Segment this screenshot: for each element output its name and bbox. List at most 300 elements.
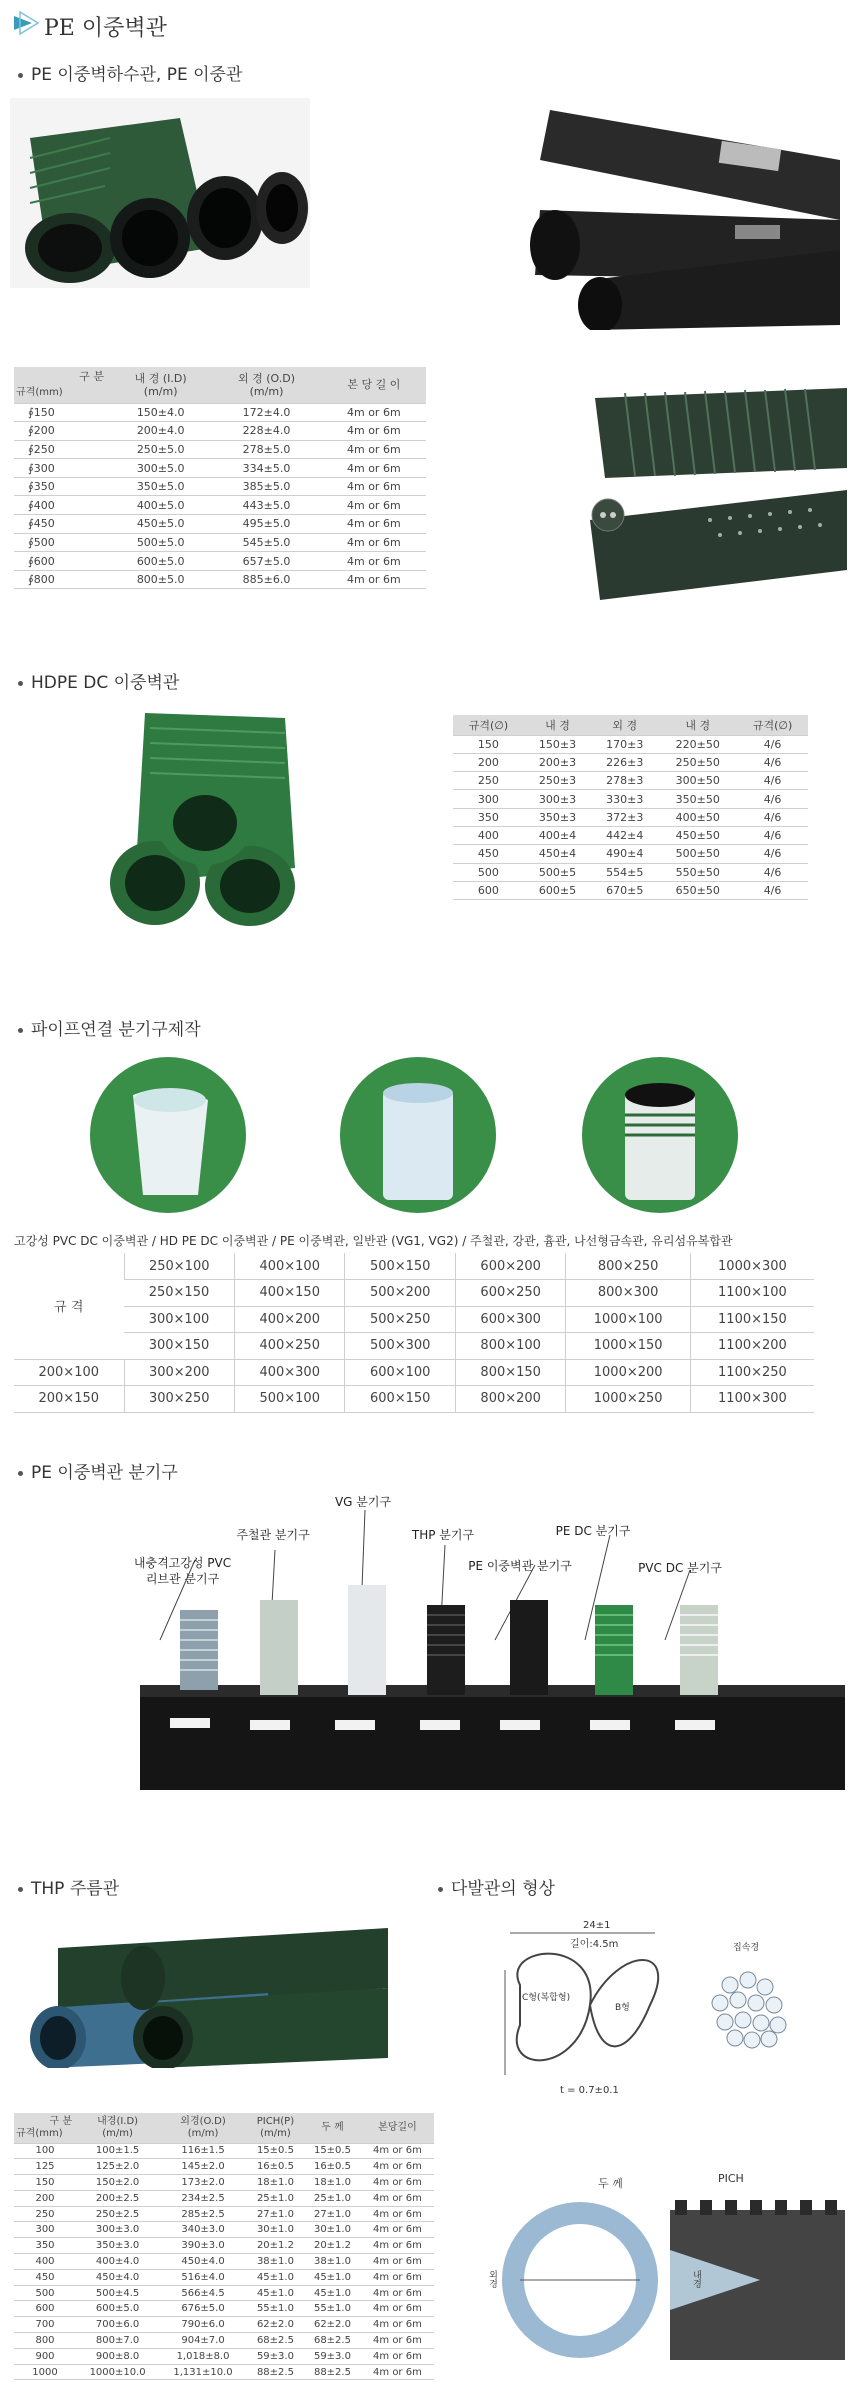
table-cell: 400: [453, 826, 524, 844]
table-cell: 300×250: [124, 1386, 234, 1413]
table-cell: 250±3: [524, 772, 591, 790]
table-cell: 1,131±10.0: [159, 2364, 247, 2380]
table-cell: 30±1.0: [304, 2222, 361, 2238]
table-cell: 38±1.0: [247, 2254, 304, 2270]
table-cell: 670±5: [591, 881, 658, 899]
table-cell: 800: [14, 2333, 76, 2349]
table-cell: 55±1.0: [304, 2301, 361, 2317]
spec-label-cell: 규 격: [14, 1253, 124, 1359]
table-row: [14, 533, 426, 552]
table-cell: 500×300: [345, 1333, 455, 1360]
table-header-cell: 외 경 (O.D) (m/m): [211, 367, 321, 403]
table-cell: 1000×100: [566, 1306, 690, 1333]
table-cell: 372±3: [591, 808, 658, 826]
table-cell: 88±2.5: [304, 2364, 361, 2380]
table-cell: 4m or 6m: [322, 533, 426, 552]
table-cell: 1,018±8.0: [159, 2348, 247, 2364]
table-cell: 226±3: [591, 753, 658, 771]
table-row: [14, 2190, 434, 2206]
table-cell: 4m or 6m: [322, 403, 426, 422]
table-cell: 4m or 6m: [322, 440, 426, 459]
table-cell: 38±1.0: [304, 2254, 361, 2270]
table-header-cell: 내 경: [658, 715, 737, 735]
branch-fitting-photo-3: [580, 1055, 740, 1215]
table-cell: ∮450: [14, 515, 110, 534]
table-cell: 4m or 6m: [322, 459, 426, 478]
table-cell: 450±5.0: [110, 515, 211, 534]
table-cell: 250±2.5: [76, 2206, 159, 2222]
table-cell: 4/6: [737, 863, 808, 881]
table-cell: 400×150: [234, 1280, 344, 1307]
table-cell: 300×100: [124, 1306, 234, 1333]
branch-fitting-photo-1: [88, 1055, 248, 1215]
table-cell: 45±1.0: [304, 2285, 361, 2301]
table-cell: 400×200: [234, 1306, 344, 1333]
table-cell: 600±5.0: [110, 552, 211, 571]
table-row: [14, 422, 426, 441]
table-row: [14, 2364, 434, 2380]
label-cast-branch: 주철관 분기구: [236, 1528, 310, 1542]
table-cell: 200: [14, 2190, 76, 2206]
table-cell: ∮800: [14, 570, 110, 589]
table-cell: 500±5.0: [110, 533, 211, 552]
table-cell: 4m or 6m: [361, 2254, 434, 2270]
branch-spec-table: [14, 1253, 814, 1413]
table-row: [14, 2285, 434, 2301]
bullet-icon: [18, 1471, 23, 1476]
table-cell: 20±1.2: [247, 2238, 304, 2254]
table-cell: 350: [453, 808, 524, 826]
table-cell: 116±1.5: [159, 2143, 247, 2159]
section-heading-pe-branch: PE 이중벽관 분기구: [18, 1458, 178, 1483]
wall-label: 두 께: [598, 2177, 623, 2190]
pe-spec-table: [14, 367, 426, 589]
table-cell: 250±5.0: [110, 440, 211, 459]
bullet-icon: [18, 681, 23, 686]
table-cell: 442±4: [591, 826, 658, 844]
table-cell: 450±4: [524, 845, 591, 863]
table-cell: 300±3: [524, 790, 591, 808]
table-header-cell: PICH(P) (m/m): [247, 2113, 304, 2143]
table-row: [14, 2333, 434, 2349]
table-cell: 516±4.0: [159, 2269, 247, 2285]
table-cell: 400±5.0: [110, 496, 211, 515]
table-row: [14, 1333, 814, 1360]
table-cell: 800×150: [455, 1359, 565, 1386]
table-cell: 1100×100: [690, 1280, 814, 1307]
table-cell: 27±1.0: [304, 2206, 361, 2222]
table-cell: 250: [453, 772, 524, 790]
table-cell: 25±1.0: [247, 2190, 304, 2206]
pipe-zoom-circle: [583, 485, 643, 535]
table-cell: 300±3.0: [76, 2222, 159, 2238]
table-cell: 1100×150: [690, 1306, 814, 1333]
table-cell: 145±2.0: [159, 2159, 247, 2175]
table-cell: 4/6: [737, 790, 808, 808]
section-heading-hdpe: HDPE DC 이중벽관: [18, 668, 179, 693]
table-cell: 170±3: [591, 735, 658, 753]
table-cell: 1000×150: [566, 1333, 690, 1360]
table-cell: 300×200: [124, 1359, 234, 1386]
table-cell: 55±1.0: [247, 2301, 304, 2317]
table-cell: 4/6: [737, 845, 808, 863]
table-cell: 330±3: [591, 790, 658, 808]
table-cell: 450±4.0: [159, 2254, 247, 2270]
table-cell: 4m or 6m: [361, 2364, 434, 2380]
table-header-cell: 규격(∅): [737, 715, 808, 735]
table-cell: 200: [453, 753, 524, 771]
section-heading-thp: THP 주름관: [18, 1874, 119, 1899]
table-cell: 4/6: [737, 753, 808, 771]
table-cell: 4/6: [737, 735, 808, 753]
table-cell: 4/6: [737, 881, 808, 899]
table-row: [14, 2301, 434, 2317]
table-cell: 4m or 6m: [361, 2269, 434, 2285]
table-row: [14, 403, 426, 422]
table-row: [14, 1280, 814, 1307]
table-cell: 495±5.0: [211, 515, 321, 534]
table-row: [14, 2254, 434, 2270]
table-cell: 4/6: [737, 772, 808, 790]
table-header-cell: 본 당 길 이: [322, 367, 426, 403]
table-cell: 4/6: [737, 826, 808, 844]
table-corner-cell: 구 분 규격(mm): [14, 367, 110, 403]
table-cell: 150: [14, 2175, 76, 2191]
table-row: [14, 496, 426, 515]
hdpe-pipe-photo: [95, 708, 310, 928]
table-cell: 904±7.0: [159, 2333, 247, 2349]
table-cell: 350±3.0: [76, 2238, 159, 2254]
table-row: [453, 845, 808, 863]
table-cell: 4m or 6m: [361, 2301, 434, 2317]
table-cell: 300×150: [124, 1333, 234, 1360]
table-cell: 500×150: [345, 1253, 455, 1280]
label-vg-branch: VG 분기구: [334, 1495, 392, 1509]
table-cell: 250: [14, 2206, 76, 2222]
table-cell: 150±4.0: [110, 403, 211, 422]
table-cell: 350±5.0: [110, 477, 211, 496]
table-cell: ∮600: [14, 552, 110, 571]
table-row: [14, 477, 426, 496]
table-cell: 45±1.0: [247, 2269, 304, 2285]
table-header-cell: 외 경: [591, 715, 658, 735]
label-thp-branch: THP 분기구: [411, 1528, 475, 1542]
table-cell: 500±5: [524, 863, 591, 881]
table-cell: 500: [14, 2285, 76, 2301]
table-cell: 600×100: [345, 1359, 455, 1386]
table-cell: 490±4: [591, 845, 658, 863]
table-cell: 200×150: [14, 1386, 124, 1413]
section-heading-branch: 파이프연결 분기구제작: [18, 1015, 201, 1040]
table-cell: 27±1.0: [247, 2206, 304, 2222]
multi-dim-top: 24±1: [583, 1920, 611, 1931]
table-cell: 1000±10.0: [76, 2364, 159, 2380]
table-row: [453, 735, 808, 753]
table-cell: 4m or 6m: [361, 2285, 434, 2301]
table-cell: 4m or 6m: [361, 2190, 434, 2206]
thp-cross-section-diagram: [500, 2170, 845, 2380]
table-cell: 4m or 6m: [322, 570, 426, 589]
table-header-row: [14, 2113, 434, 2143]
bullet-icon: [438, 1887, 443, 1892]
table-cell: 900±8.0: [76, 2348, 159, 2364]
table-cell: 250×100: [124, 1253, 234, 1280]
table-header-cell: 내 경 (I.D) (m/m): [110, 367, 211, 403]
table-cell: 300±5.0: [110, 459, 211, 478]
table-cell: 650±50: [658, 881, 737, 899]
table-cell: 4m or 6m: [361, 2238, 434, 2254]
label-pvcdc-branch: PVC DC 분기구: [638, 1561, 722, 1575]
multi-c-label: C형(복합형): [522, 1993, 571, 2003]
branch-caption: 고강성 PVC DC 이중벽관 / HD PE DC 이중벽관 / PE 이중벽관, 일반관 (VG1, VG2) / 주철관, 강관, 흄관, 나선형금속관, 유리섬유복합관: [14, 1234, 733, 1248]
table-cell: 200±3: [524, 753, 591, 771]
table-cell: ∮300: [14, 459, 110, 478]
table-row: [14, 2317, 434, 2333]
table-cell: ∮500: [14, 533, 110, 552]
bundle-label: 집속경: [733, 1943, 760, 1953]
table-cell: 600×200: [455, 1253, 565, 1280]
table-cell: 100: [14, 2143, 76, 2159]
table-row: [14, 1253, 814, 1280]
table-cell: 600×300: [455, 1306, 565, 1333]
table-cell: 15±0.5: [247, 2143, 304, 2159]
table-cell: 600×150: [345, 1386, 455, 1413]
table-cell: 68±2.5: [247, 2333, 304, 2349]
table-row: [14, 459, 426, 478]
table-cell: 250×150: [124, 1280, 234, 1307]
table-cell: 59±3.0: [304, 2348, 361, 2364]
pe-double-pipe-photo: [520, 100, 845, 330]
table-cell: 200×100: [14, 1359, 124, 1386]
table-cell: 1100×250: [690, 1359, 814, 1386]
table-cell: 400: [14, 2254, 76, 2270]
table-row: [14, 2206, 434, 2222]
table-cell: ∮200: [14, 422, 110, 441]
table-cell: 1000×300: [690, 1253, 814, 1280]
table-cell: 68±2.5: [304, 2333, 361, 2349]
table-row: [14, 570, 426, 589]
table-cell: 300: [453, 790, 524, 808]
table-row: [14, 515, 426, 534]
branch-fitting-photo-2: [338, 1055, 498, 1215]
table-cell: 1100×200: [690, 1333, 814, 1360]
table-cell: 150±3: [524, 735, 591, 753]
multi-pipe-diagram: [480, 1905, 850, 2135]
table-cell: 18±1.0: [247, 2175, 304, 2191]
table-cell: 600: [14, 2301, 76, 2317]
table-cell: 500×200: [345, 1280, 455, 1307]
table-corner-cell: 구 분 규격(mm): [14, 2113, 76, 2143]
table-cell: 4m or 6m: [322, 477, 426, 496]
thp-pipe-photo: [18, 1918, 388, 2068]
table-row: [14, 1359, 814, 1386]
label-pe-branch: PE 이중벽관 분기구: [468, 1559, 572, 1573]
table-cell: 450: [453, 845, 524, 863]
table-cell: 16±0.5: [304, 2159, 361, 2175]
table-cell: 334±5.0: [211, 459, 321, 478]
table-cell: 800±5.0: [110, 570, 211, 589]
table-cell: 450: [14, 2269, 76, 2285]
table-header-cell: 본당길이: [361, 2113, 434, 2143]
table-row: [453, 881, 808, 899]
table-cell: 278±3: [591, 772, 658, 790]
table-cell: 340±3.0: [159, 2222, 247, 2238]
table-header-row: [453, 715, 808, 735]
table-cell: 545±5.0: [211, 533, 321, 552]
table-cell: 62±2.0: [247, 2317, 304, 2333]
table-cell: 450±50: [658, 826, 737, 844]
table-cell: 350: [14, 2238, 76, 2254]
pe-pipe-photo: [10, 98, 310, 288]
table-cell: 150±2.0: [76, 2175, 159, 2191]
table-cell: 4m or 6m: [361, 2222, 434, 2238]
od-label: 외경: [487, 2270, 497, 2288]
table-cell: 1000×200: [566, 1359, 690, 1386]
table-cell: 300±50: [658, 772, 737, 790]
table-cell: 250±50: [658, 753, 737, 771]
table-cell: 300: [14, 2222, 76, 2238]
table-header-cell: 내 경: [524, 715, 591, 735]
table-cell: 59±3.0: [247, 2348, 304, 2364]
table-cell: ∮400: [14, 496, 110, 515]
multi-thickness: t = 0.7±0.1: [560, 2085, 619, 2096]
table-cell: 443±5.0: [211, 496, 321, 515]
table-cell: 18±1.0: [304, 2175, 361, 2191]
table-row: [453, 790, 808, 808]
bullet-icon: [18, 1028, 23, 1033]
bullet-icon: [18, 1887, 23, 1892]
table-header-cell: 외경(O.D) (m/m): [159, 2113, 247, 2143]
table-cell: 800±7.0: [76, 2333, 159, 2349]
pipe-detail-photo-top: [585, 388, 847, 478]
table-row: [14, 2222, 434, 2238]
table-cell: 45±1.0: [304, 2269, 361, 2285]
table-cell: 1000×250: [566, 1386, 690, 1413]
table-cell: 566±4.5: [159, 2285, 247, 2301]
thp-spec-table: [14, 2113, 434, 2380]
table-cell: 600±5: [524, 881, 591, 899]
table-cell: 4m or 6m: [322, 422, 426, 441]
table-row: [14, 2159, 434, 2175]
table-cell: 390±3.0: [159, 2238, 247, 2254]
table-cell: 400×300: [234, 1359, 344, 1386]
table-cell: 550±50: [658, 863, 737, 881]
table-cell: 500±4.5: [76, 2285, 159, 2301]
table-cell: 400±4: [524, 826, 591, 844]
table-cell: 30±1.0: [247, 2222, 304, 2238]
table-cell: 400±50: [658, 808, 737, 826]
table-cell: 800×300: [566, 1280, 690, 1307]
table-row: [453, 772, 808, 790]
table-cell: 4m or 6m: [361, 2143, 434, 2159]
table-cell: 500×250: [345, 1306, 455, 1333]
table-cell: 220±50: [658, 735, 737, 753]
id-label: 내경: [691, 2270, 701, 2288]
table-cell: 172±4.0: [211, 403, 321, 422]
table-row: [453, 753, 808, 771]
table-cell: 45±1.0: [247, 2285, 304, 2301]
table-cell: 4m or 6m: [361, 2348, 434, 2364]
label-pvc-rib-branch: 내충격고강성 PVC리브관 분기구: [133, 1556, 232, 1586]
table-cell: ∮350: [14, 477, 110, 496]
table-row: [14, 2238, 434, 2254]
table-cell: 790±6.0: [159, 2317, 247, 2333]
table-cell: 500±50: [658, 845, 737, 863]
table-cell: 200±2.5: [76, 2190, 159, 2206]
table-cell: 885±6.0: [211, 570, 321, 589]
table-cell: 4m or 6m: [361, 2333, 434, 2349]
table-cell: 450±4.0: [76, 2269, 159, 2285]
table-cell: 1000: [14, 2364, 76, 2380]
table-row: [14, 1306, 814, 1333]
table-cell: 100±1.5: [76, 2143, 159, 2159]
table-cell: 125: [14, 2159, 76, 2175]
table-row: [453, 808, 808, 826]
table-cell: 285±2.5: [159, 2206, 247, 2222]
table-row: [14, 1386, 814, 1413]
table-cell: 228±4.0: [211, 422, 321, 441]
table-cell: ∮150: [14, 403, 110, 422]
table-cell: 800×250: [566, 1253, 690, 1280]
section-heading-pe: PE 이중벽하수관, PE 이중관: [18, 60, 242, 85]
table-cell: 350±3: [524, 808, 591, 826]
table-cell: 125±2.0: [76, 2159, 159, 2175]
table-cell: 500: [453, 863, 524, 881]
table-cell: 88±2.5: [247, 2364, 304, 2380]
table-cell: 4m or 6m: [361, 2206, 434, 2222]
table-cell: 657±5.0: [211, 552, 321, 571]
table-cell: 234±2.5: [159, 2190, 247, 2206]
table-cell: 800×100: [455, 1333, 565, 1360]
table-header-row: [14, 367, 426, 403]
table-cell: 350±50: [658, 790, 737, 808]
label-pedc-branch: PE DC 분기구: [555, 1524, 631, 1538]
table-cell: 400×250: [234, 1333, 344, 1360]
page-title: PE 이중벽관: [44, 16, 167, 41]
hdpe-spec-table: [453, 715, 808, 900]
table-cell: 900: [14, 2348, 76, 2364]
table-cell: 4m or 6m: [361, 2175, 434, 2191]
table-cell: 4m or 6m: [322, 552, 426, 571]
table-cell: 600×250: [455, 1280, 565, 1307]
table-row: [453, 863, 808, 881]
table-header-cell: 내경(I.D) (m/m): [76, 2113, 159, 2143]
table-cell: 4m or 6m: [361, 2159, 434, 2175]
table-header-cell: 두 께: [304, 2113, 361, 2143]
table-cell: 700±6.0: [76, 2317, 159, 2333]
table-cell: 20±1.2: [304, 2238, 361, 2254]
title-arrow-icon: [10, 10, 40, 36]
table-cell: 62±2.0: [304, 2317, 361, 2333]
table-cell: 400×100: [234, 1253, 344, 1280]
table-row: [14, 440, 426, 459]
table-cell: 200±4.0: [110, 422, 211, 441]
section-heading-multi: 다발관의 형상: [438, 1874, 555, 1899]
table-cell: 25±1.0: [304, 2190, 361, 2206]
table-row: [14, 2269, 434, 2285]
table-cell: 400±4.0: [76, 2254, 159, 2270]
table-row: [14, 552, 426, 571]
table-cell: 4/6: [737, 808, 808, 826]
table-cell: 676±5.0: [159, 2301, 247, 2317]
table-row: [14, 2175, 434, 2191]
table-cell: 1100×300: [690, 1386, 814, 1413]
table-cell: 600: [453, 881, 524, 899]
table-cell: 600±5.0: [76, 2301, 159, 2317]
pich-label: PICH: [718, 2172, 744, 2185]
table-cell: 4m or 6m: [361, 2317, 434, 2333]
table-cell: 554±5: [591, 863, 658, 881]
